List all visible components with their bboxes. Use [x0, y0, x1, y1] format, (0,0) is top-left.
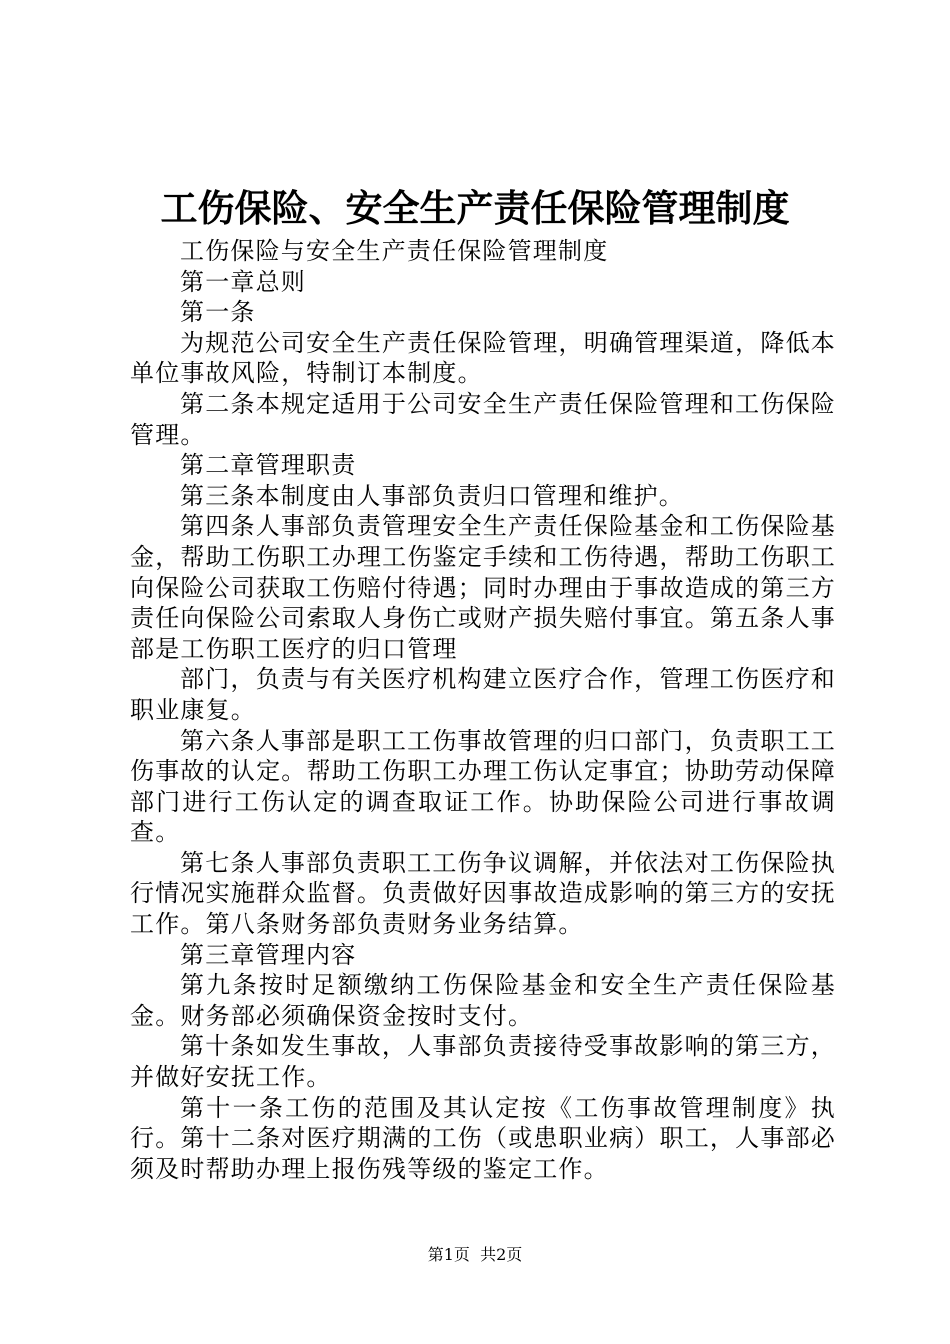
paragraph: 第六条人事部是职工工伤事故管理的归口部门，负责职工工伤事故的认定。帮助工伤职工办理工伤认定事宜；协助劳动保障部门进行工伤认定的调查取证工作。协助保险公司进行事故调查。: [130, 726, 836, 847]
paragraph: 工伤保险与安全生产责任保险管理制度: [180, 237, 609, 265]
document-body: [130, 236, 836, 1184]
paragraph: 第二条本规定适用于公司安全生产责任保险管理和工伤保险管理。: [130, 389, 836, 449]
chapter-heading: 第一章总则: [180, 267, 306, 296]
paragraph: 第三条本制度由人事部负责归口管理和维护。: [180, 481, 684, 510]
paragraph: 第九条按时足额缴纳工伤保险基金和安全生产责任保险基金。财务部必须确保资金按时支付。: [130, 971, 836, 1030]
chapter-heading: 第二章管理职责: [180, 451, 357, 480]
page-footer: [0, 1244, 950, 1266]
paragraph: 第十条如发生事故，人事部负责接待受事故影响的第三方，并做好安抚工作。: [130, 1032, 836, 1092]
paragraph: 第十一条工伤的范围及其认定按《工伤事故管理制度》执行。第十二条对医疗期满的工伤（或患职业病）职工，人事部必须及时帮助办理上报伤残等级的鉴定工作。: [130, 1093, 836, 1183]
chapter-heading: 第三章管理内容: [180, 940, 357, 969]
paragraph: 第四条人事部负责管理安全生产责任保险基金和工伤保险基金，帮助工伤职工办理工伤鉴定手续和工伤待遇，帮助工伤职工向保险公司获取工伤赔付待遇；同时办理由于事故造成的第三方责任向保险公司索取人身伤亡或财产损失赔付事宜。第五条人事部是工伤职工医疗的归口管理: [130, 512, 836, 663]
paragraph: 部门，负责与有关医疗机构建立医疗合作，管理工伤医疗和职业康复。: [130, 665, 836, 724]
document-title: 工伤保险、安全生产责任保险管理制度: [160, 187, 790, 230]
article-heading: 第一条: [180, 298, 256, 327]
page-number: 第1页 共2页: [427, 1245, 523, 1264]
paragraph: 为规范公司安全生产责任保险管理，明确管理渠道，降低本单位事故风险，特制订本制度。: [130, 328, 836, 388]
paragraph: 第七条人事部负责职工工伤争议调解，并依法对工伤保险执行情况实施群众监督。负责做好因事故造成影响的第三方的安抚工作。第八条财务部负责财务业务结算。: [130, 848, 836, 939]
